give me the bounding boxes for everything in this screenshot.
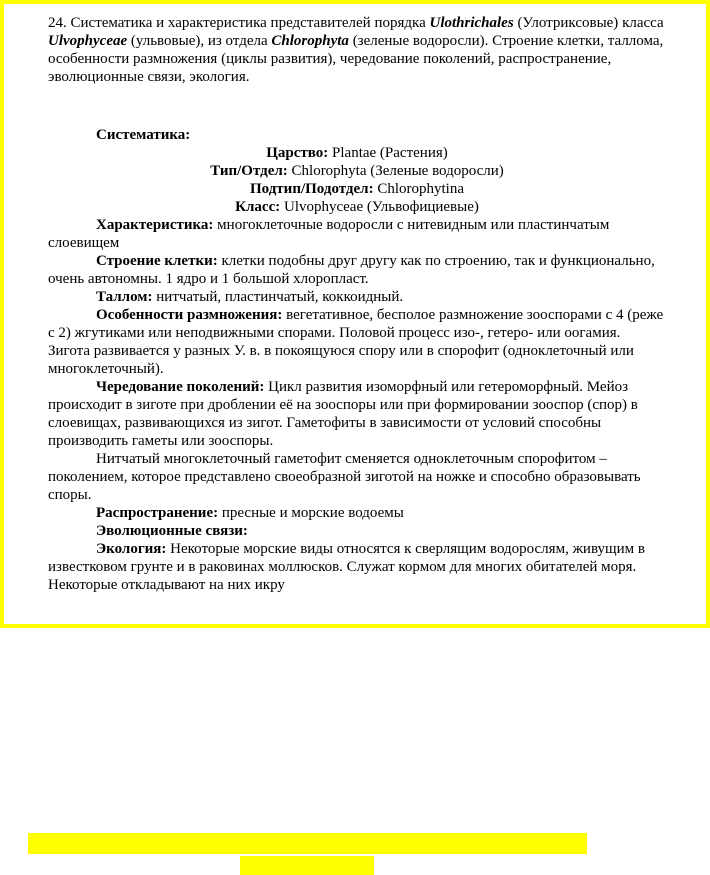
- highlight-bar: [240, 856, 374, 875]
- taxon-class: Класс: Ulvophyceae (Ульвофициевые): [235, 199, 479, 215]
- question-text: 24. Систематика и характеристика представителей порядка Ulothrichales (Улотриксовые) класса Ulvophyceae (ульвовые), из отдела Chlorophyta (зеленые водоросли). Строение клетки, таллома, особенности размножения (циклы развития), чередование поколений, распространение, эволюционные связи, экология.: [48, 15, 664, 85]
- taxon-kingdom: Царство: Plantae (Растения): [266, 145, 448, 161]
- section-thallus: Таллом: нитчатый, пластинчатый, коккоидный.: [96, 289, 404, 305]
- section-reproduction: Особенности размножения: вегетативное, бесполое размножение зооспорами с 4 (реже с 2) жгутиками или неподвижными спорами. Половой процесс изо-, гетеро- или оогамия. Зигота развивается у разных У. в. в покоящуюся спору или в спорофит (одноклеточный или многоклеточный).: [48, 307, 664, 377]
- section-alternation: Чередование поколений: Цикл развития изоморфный или гетероморфный. Мейоз происходит в зиготе при дроблении её на зооспоры или при формировании зооспор (спор) в слоевищах, развивающихся из зигот. Гаметофиты в зависимости от условий способны производить гаметы или зооспоры.: [48, 379, 638, 449]
- order-name: Ulothrichales: [429, 15, 514, 31]
- section-cell-structure: Строение клетки: клетки подобны друг другу как по строению, так и функционально, очень автономны. 1 ядро и 1 большой хлоропласт.: [48, 253, 655, 287]
- question-number: 24.: [48, 15, 67, 31]
- taxon-division: Тип/Отдел: Chlorophyta (Зеленые водоросли): [210, 163, 504, 179]
- highlight-bar: [28, 833, 587, 854]
- section-characteristics: Характеристика: многоклеточные водоросли с нитевидным или пластинчатым слоевищем: [48, 217, 610, 251]
- document-body: [48, 14, 666, 594]
- section-alternation-note: Нитчатый многоклеточный гаметофит сменяется одноклеточным спорофитом – поколением, которое представлено своеобразной зиготой на ножке и способно образовывать споры.: [48, 451, 641, 503]
- section-ecology: Экология: Некоторые морские виды относятся к сверлящим водорослям, живущим в известковом грунте и в раковинах моллюсков. Служат кормом для многих обитателей моря. Некоторые откладывают на них икру: [48, 541, 645, 593]
- systematics-heading: Систематика:: [96, 127, 191, 143]
- section-evolution: Эволюционные связи:: [96, 523, 248, 539]
- taxon-subdivision: Подтип/Подотдел: Chlorophytina: [249, 181, 465, 197]
- class-name: Ulvophyceae: [48, 33, 128, 49]
- division-name: Chlorophyta: [271, 33, 349, 49]
- section-distribution: Распространение: пресные и морские водоемы: [96, 505, 404, 521]
